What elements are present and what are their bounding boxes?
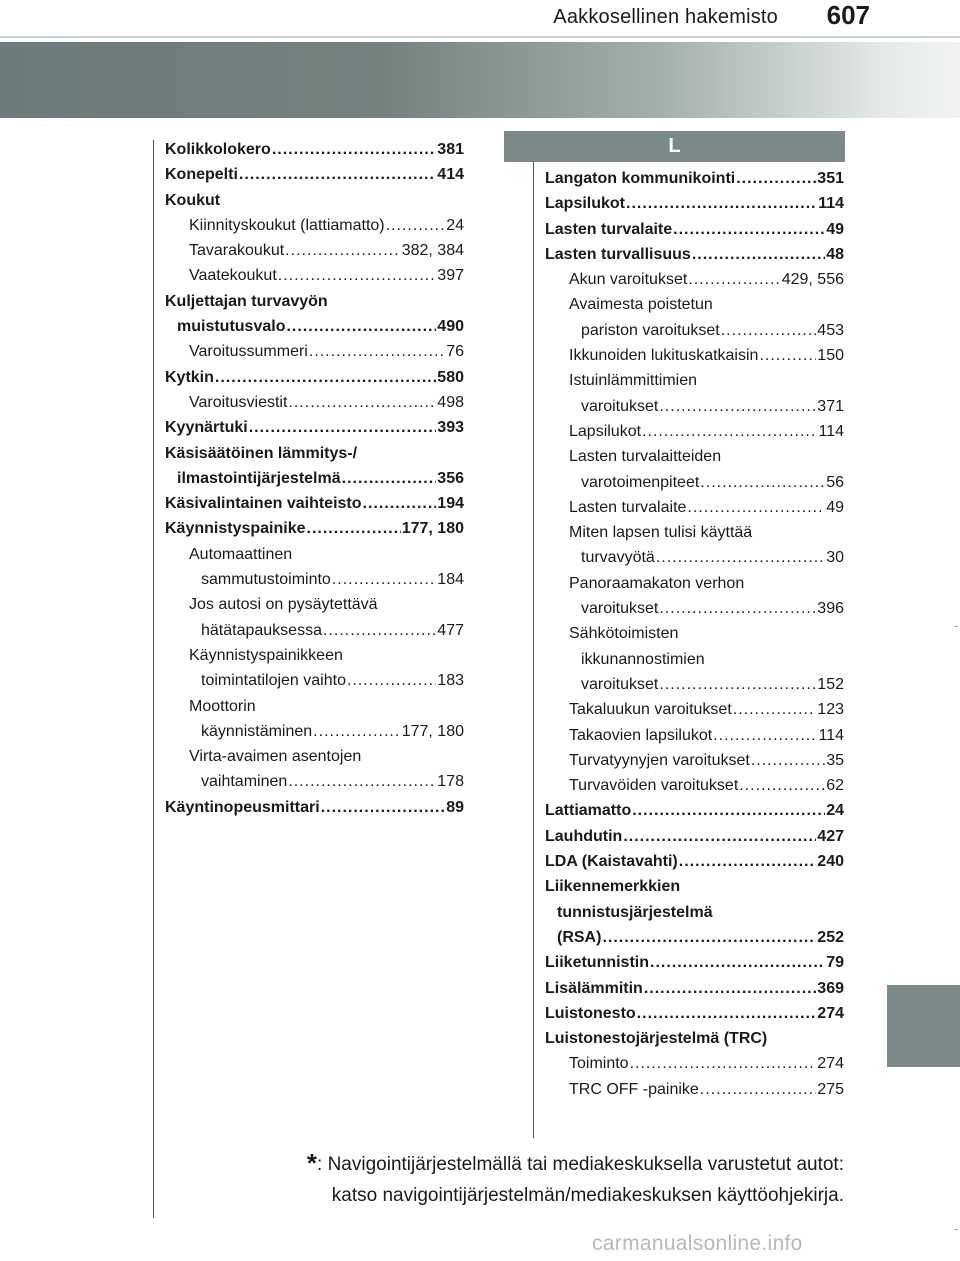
index-entry-page: 393 — [437, 419, 464, 437]
index-entry-page: 429, 556 — [781, 271, 844, 289]
index-column-left — [165, 137, 464, 820]
index-entry-term: ilmastointijärjestelmä — [177, 469, 341, 487]
leader-dots — [687, 495, 825, 520]
leader-dots — [659, 672, 816, 697]
index-entry-term: Käyntinopeusmittari — [165, 798, 320, 816]
index-entry — [165, 238, 464, 263]
index-entry-term: Lasten turvallisuus — [545, 245, 691, 263]
index-entry-page: 397 — [437, 267, 464, 285]
index-entry — [165, 516, 464, 541]
index-entry — [545, 748, 844, 773]
index-entry — [545, 900, 844, 925]
index-entry — [545, 470, 844, 495]
index-entry — [545, 1001, 844, 1026]
index-entry-term: Varoitusviestit — [189, 393, 288, 411]
index-entry-page: 24 — [826, 802, 844, 820]
leader-dots — [642, 419, 817, 444]
index-entry — [545, 191, 844, 216]
index-entry-term: hätätapauksessa — [201, 621, 322, 639]
index-entry-term: Lapsilukot — [569, 422, 642, 440]
index-entry-page: 414 — [437, 166, 464, 184]
index-entry-term: Istuinlämmittimien — [569, 372, 698, 390]
index-entry — [165, 542, 464, 567]
index-entry — [545, 444, 844, 469]
index-entry-page: 114 — [818, 422, 844, 440]
leader-dots — [659, 596, 816, 621]
index-entry — [545, 267, 844, 292]
index-entry — [545, 571, 844, 596]
letter-header: L — [504, 131, 845, 162]
index-entry-page: 477 — [437, 621, 464, 639]
index-entry-page: 371 — [817, 397, 844, 415]
index-entry — [545, 1077, 844, 1102]
index-entry-term: muistutusvalo — [177, 318, 286, 336]
leader-dots — [700, 470, 825, 495]
index-entry-term: Kolikkolokero — [165, 141, 271, 158]
index-entry — [165, 441, 464, 466]
index-entry-term: Turvatyynyjen varoitukset — [569, 751, 750, 769]
index-entry-page: 79 — [826, 954, 844, 972]
leader-dots — [692, 242, 825, 267]
index-entry-page: 381 — [437, 141, 464, 158]
index-entry — [165, 162, 464, 187]
index-entry — [545, 723, 844, 748]
index-entry-page: 427 — [817, 827, 844, 845]
leader-dots — [759, 343, 816, 368]
index-entry-page: 152 — [817, 675, 844, 693]
index-entry — [545, 1051, 844, 1076]
leader-dots — [637, 1001, 817, 1026]
index-entry-page: 35 — [826, 751, 844, 769]
page-header — [0, 0, 960, 38]
leader-dots — [313, 719, 401, 744]
leader-dots — [347, 668, 436, 693]
index-entry — [545, 976, 844, 1001]
index-entry — [545, 343, 844, 368]
index-entry-term: Takaluukun varoitukset — [569, 701, 732, 719]
index-entry-term: pariston varoitukset — [581, 321, 720, 339]
leader-dots — [656, 545, 825, 570]
index-entry — [545, 419, 844, 444]
index-entry — [165, 694, 464, 719]
index-entry-page: 240 — [817, 853, 844, 871]
index-entry-term: Luistonestojärjestelmä (TRC) — [545, 1030, 768, 1048]
index-entry-page: 114 — [818, 726, 844, 744]
leader-dots — [630, 1051, 817, 1076]
index-entry — [545, 773, 844, 798]
index-entry — [545, 950, 844, 975]
index-entry-term: Automaattinen — [189, 545, 293, 563]
leader-dots — [736, 166, 816, 191]
index-entry-page: 177, 180 — [401, 722, 464, 740]
index-entry-page: 177, 180 — [401, 520, 464, 538]
leader-dots — [739, 773, 825, 798]
index-entry — [165, 137, 464, 162]
index-entry — [545, 925, 844, 950]
index-entry-term: Lapsilukot — [545, 195, 626, 213]
index-entry-term: Akun varoitukset — [569, 271, 688, 289]
index-entry-page: 498 — [437, 393, 464, 411]
leader-dots — [342, 466, 437, 491]
page-number: 607 — [826, 0, 870, 30]
index-entry — [545, 697, 844, 722]
index-entry — [545, 394, 844, 419]
index-entry — [165, 668, 464, 693]
leader-dots — [332, 567, 436, 592]
leader-dots — [307, 516, 401, 541]
index-entry — [545, 495, 844, 520]
leader-dots — [721, 318, 817, 343]
leader-dots — [713, 723, 817, 748]
index-entry-term: TRC OFF -painike — [569, 1080, 699, 1098]
index-entry — [165, 213, 464, 238]
index-entry-page: 48 — [826, 245, 844, 263]
index-entry — [545, 798, 844, 823]
index-entry-term: Avaimesta poistetun — [569, 296, 713, 314]
index-entry-page: 194 — [437, 495, 464, 513]
leader-dots — [650, 950, 825, 975]
index-entry — [545, 672, 844, 697]
index-entry-page: 369 — [817, 979, 844, 997]
index-entry — [165, 188, 464, 213]
leader-dots — [733, 697, 817, 722]
index-entry-term: Liikennemerkkien — [545, 878, 681, 896]
index-entry — [165, 769, 464, 794]
index-entry-term: ikkunannostimien — [581, 650, 705, 668]
index-entry-term: Lisälämmitin — [545, 979, 643, 997]
index-entry-term: Varoitussummeri — [189, 343, 308, 361]
index-entry-page: 453 — [817, 321, 844, 339]
index-entry-term: tunnistusjärjestelmä — [557, 903, 713, 921]
index-entry — [545, 166, 844, 191]
index-entry-page: 274 — [817, 1004, 844, 1022]
index-entry-term: vaihtaminen — [201, 773, 288, 791]
index-entry-term: Käsisäätöinen lämmitys-/ — [165, 444, 358, 462]
index-entry-term: Kyynärtuki — [165, 419, 248, 437]
index-entry-term: Vaatekoukut — [189, 267, 277, 285]
index-entry-page: 184 — [437, 571, 464, 589]
index-entry-term: Sähkötoimisten — [569, 625, 679, 643]
index-entry-term: Turvavöiden varoitukset — [569, 777, 739, 795]
leader-dots — [386, 213, 446, 238]
index-entry-term: (RSA) — [557, 928, 602, 946]
index-entry-page: 275 — [817, 1080, 844, 1098]
header-banner — [0, 42, 960, 118]
index-entry-term: turvavyötä — [581, 549, 655, 567]
index-entry — [165, 289, 464, 314]
leader-dots — [623, 824, 816, 849]
index-entry — [165, 567, 464, 592]
index-entry — [545, 647, 844, 672]
leader-dots — [215, 365, 436, 390]
index-entry — [165, 314, 464, 339]
leader-dots — [285, 238, 401, 263]
index-entry-term: Virta-avaimen asentojen — [189, 748, 362, 766]
leader-dots — [286, 314, 436, 339]
index-entry — [165, 719, 464, 744]
index-entry — [165, 263, 464, 288]
index-entry-page: 89 — [446, 798, 464, 816]
index-entry-term: Kiinnityskoukut (lattiamatto) — [189, 216, 385, 234]
footnote-text-1: : Navigointijärjestelmällä tai mediakeskuksella varustetut autot: — [317, 1154, 844, 1175]
index-entry-page: 178 — [437, 773, 464, 791]
index-entry-term: Lauhdutin — [545, 827, 623, 845]
index-entry-term: Käynnistyspainike — [165, 520, 306, 538]
leader-dots — [288, 769, 436, 794]
index-column-right — [545, 166, 844, 1102]
chapter-tab — [887, 985, 960, 1067]
index-entry-page: 76 — [446, 343, 464, 361]
index-entry-page: 30 — [826, 549, 844, 567]
index-entry — [545, 596, 844, 621]
index-entry-term: Käsivalintainen vaihteisto — [165, 495, 362, 513]
leader-dots — [323, 618, 436, 643]
index-entry-term: Toiminto — [569, 1055, 629, 1073]
index-entry — [165, 365, 464, 390]
index-entry-term: Takaovien lapsilukot — [569, 726, 713, 744]
index-entry-term: Käynnistyspainikkeen — [189, 646, 343, 664]
leader-dots — [632, 798, 825, 823]
leader-dots — [272, 137, 436, 162]
index-entry — [545, 621, 844, 646]
index-entry-term: varoitukset — [581, 397, 659, 415]
section-title: Aakkosellinen hakemisto — [553, 6, 778, 28]
index-entry-page: 49 — [826, 220, 844, 238]
index-entry-term: Ikkunoiden lukituskatkaisin — [569, 347, 759, 365]
index-entry-term: varoitukset — [581, 600, 659, 618]
index-entry-term: Panoraamakaton verhon — [569, 574, 745, 592]
index-entry-term: Lasten turvalaitteiden — [569, 448, 722, 466]
leader-dots — [602, 925, 816, 950]
leader-dots — [288, 390, 436, 415]
index-entry-page: 490 — [437, 318, 464, 336]
leader-dots — [309, 339, 445, 364]
index-entry-term: Kytkin — [165, 368, 214, 386]
index-entry-term: sammutustoiminto — [201, 571, 331, 589]
leader-dots — [278, 263, 437, 288]
index-entry — [545, 520, 844, 545]
index-entry-term: Moottorin — [189, 697, 256, 715]
index-entry-term: Lasten turvalaite — [569, 498, 687, 516]
left-margin-rule — [153, 140, 154, 1218]
index-entry-page: 150 — [817, 347, 844, 365]
index-entry-term: Koukut — [165, 191, 221, 209]
index-entry — [545, 217, 844, 242]
index-entry-page: 252 — [817, 928, 844, 946]
footnote — [224, 1148, 844, 1211]
index-entry — [165, 415, 464, 440]
leader-dots — [249, 415, 437, 440]
leader-dots — [321, 795, 446, 820]
index-entry-term: LDA (Kaistavahti) — [545, 853, 678, 871]
index-entry-term: Lasten turvalaite — [545, 220, 673, 238]
index-entry-term: Liiketunnistin — [545, 954, 649, 972]
index-entry — [165, 339, 464, 364]
index-entry — [545, 242, 844, 267]
header-rule — [0, 36, 960, 38]
index-entry-page: 356 — [437, 469, 464, 487]
index-entry — [165, 744, 464, 769]
leader-dots — [644, 976, 816, 1001]
index-entry-page: 580 — [437, 368, 464, 386]
index-entry — [165, 390, 464, 415]
index-entry — [165, 643, 464, 668]
index-entry — [545, 849, 844, 874]
leader-dots — [626, 191, 817, 216]
index-entry-page: 382, 384 — [401, 242, 464, 260]
watermark: carmanualsonline.info — [592, 1232, 803, 1255]
footnote-text-2: katso navigointijärjestelmän/mediakeskuksen käyttöohjekirja. — [331, 1185, 844, 1206]
edge-tick — [955, 626, 958, 627]
index-entry — [165, 466, 464, 491]
leader-dots — [239, 162, 436, 187]
index-entry — [165, 795, 464, 820]
index-entry-term: varotoimenpiteet — [581, 473, 700, 491]
leader-dots — [688, 267, 780, 292]
leader-dots — [700, 1077, 817, 1102]
footnote-marker: * — [306, 1148, 318, 1178]
index-entry-page: 24 — [446, 216, 464, 234]
index-entry-page: 274 — [817, 1055, 844, 1073]
footnote-line-1 — [224, 1148, 844, 1180]
index-entry — [545, 318, 844, 343]
index-entry-term: Miten lapsen tulisi käyttää — [569, 524, 753, 542]
index-entry-term: Tavarakoukut — [189, 242, 285, 260]
edge-tick — [955, 1229, 958, 1230]
index-entry-page: 183 — [437, 672, 464, 690]
leader-dots — [751, 748, 825, 773]
index-entry-page: 396 — [817, 600, 844, 618]
index-entry-term: käynnistäminen — [201, 722, 313, 740]
column-divider — [533, 140, 534, 1138]
index-entry-term: toimintatilojen vaihto — [201, 672, 346, 690]
index-entry — [165, 592, 464, 617]
index-entry-term: Kuljettajan turvavyön — [165, 292, 328, 310]
index-entry-term: Konepelti — [165, 166, 238, 184]
index-entry — [545, 368, 844, 393]
index-entry-page: 62 — [826, 777, 844, 795]
leader-dots — [673, 217, 825, 242]
index-entry — [165, 491, 464, 516]
index-entry — [545, 824, 844, 849]
index-entry-page: 49 — [826, 498, 844, 516]
leader-dots — [659, 394, 816, 419]
index-entry — [545, 874, 844, 899]
index-entry — [545, 545, 844, 570]
index-entry-page: 56 — [826, 473, 844, 491]
index-entry-page: 114 — [818, 195, 844, 213]
index-entry-term: varoitukset — [581, 675, 659, 693]
index-entry-term: Jos autosi on pysäytettävä — [189, 596, 378, 614]
leader-dots — [679, 849, 817, 874]
index-entry-term: Lattiamatto — [545, 802, 632, 820]
index-entry-term: Luistonesto — [545, 1004, 636, 1022]
index-entry — [165, 618, 464, 643]
index-entry-term: Langaton kommunikointi — [545, 170, 736, 187]
index-entry — [545, 1026, 844, 1051]
leader-dots — [363, 491, 437, 516]
index-entry-page: 351 — [817, 170, 844, 187]
index-entry-page: 123 — [817, 701, 844, 719]
index-entry — [545, 292, 844, 317]
